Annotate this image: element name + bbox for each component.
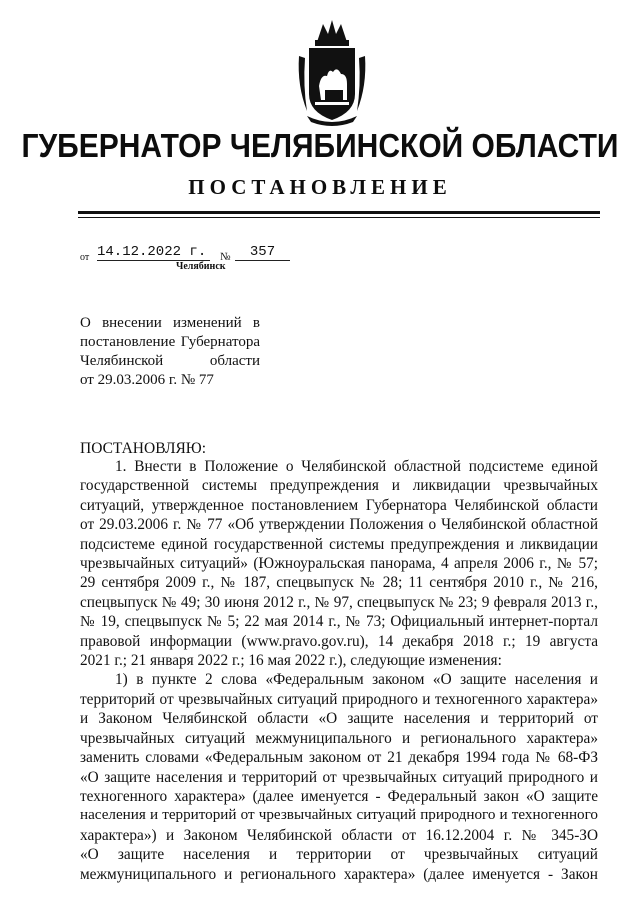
- decree-number: 357: [235, 244, 290, 261]
- body-line: межмуниципального и регионального характера» (далее именуется - Закон: [80, 865, 598, 883]
- header-rule-thin: [78, 217, 600, 218]
- decree-date: 14.12.2022 г.: [97, 244, 210, 261]
- subject-word: Челябинской: [80, 353, 164, 369]
- number-sign: №: [220, 251, 231, 263]
- decree-city: Челябинск: [176, 261, 226, 272]
- subject-line: [80, 333, 260, 352]
- body-line: 2021 г.; 21 января 2022 г.; 16 мая 2022 г.), следующие изменения:: [80, 652, 502, 670]
- body-line: «О защите населения и территорий от чрезвычайных ситуаций природного и: [80, 768, 598, 786]
- body-line: чрезвычайных ситуаций межмуниципального и регионального характера»: [80, 729, 598, 747]
- body-line: характера») и Законом Челябинской области от 16.12.2004 г. № 345-ЗО: [80, 826, 598, 844]
- decree-body: [80, 457, 598, 884]
- header-rule-thick: [78, 211, 600, 214]
- body-line: ситуаций, утвержденное постановлением Губернатора Челябинской области: [80, 496, 598, 514]
- subject-word: Губернатора: [180, 334, 260, 350]
- subject-line: [80, 371, 260, 390]
- body-line: «О защите населения и территории от чрезвычайных ситуаций: [80, 846, 598, 864]
- date-prefix: от: [80, 252, 90, 263]
- body-line: заменить словами «Федеральным законом от 21 декабря 1994 года № 68-ФЗ: [80, 749, 598, 767]
- body-line: государственной системы предупреждения и ликвидации чрезвычайных: [80, 477, 598, 495]
- body-line: техногенного характера» (далее именуется - Федеральный закон «О защите: [80, 787, 598, 805]
- subject-line: [80, 314, 260, 333]
- subject-word: внесении: [102, 315, 162, 331]
- body-line: 1. Внести в Положение о Челябинской областной подсистеме единой: [115, 458, 598, 475]
- body-line: от 29.03.2006 г. № 77 «Об утверждении Положения о Челябинской областной: [80, 516, 598, 534]
- subject-word: от 29.03.2006 г. № 77: [80, 372, 214, 388]
- body-line: правовой информации (www.pravo.gov.ru), 14 декабря 2018 г.; 19 августа: [80, 632, 598, 650]
- body-line: 29 сентября 2009 г., № 187, спецвыпуск № 28; 11 сентября 2010 г., № 216,: [80, 574, 598, 592]
- resolve-heading: ПОСТАНОВЛЯЮ:: [80, 440, 207, 457]
- subject-word: изменений: [173, 315, 242, 331]
- subject-word: О: [80, 315, 91, 331]
- subject-word: постановление: [80, 334, 176, 350]
- document-type: ПОСТАНОВЛЕНИЕ: [188, 175, 452, 199]
- body-line: подсистеме единой государственной системы предупреждения и ликвидации: [80, 535, 598, 553]
- body-line: территорий от чрезвычайных ситуаций природного и техногенного характера»: [80, 690, 598, 708]
- body-line: чрезвычайных ситуаций» (Южноуральская панорама, 4 апреля 2006 г., № 57;: [80, 555, 598, 573]
- authority-title: ГУБЕРНАТОР ЧЕЛЯБИНСКОЙ ОБЛАСТИ: [21, 127, 619, 165]
- coat-of-arms-icon: [293, 16, 371, 128]
- body-line: спецвыпуск № 49; 30 июня 2012 г., № 97, спецвыпуск № 23; 9 февраля 2013 г.,: [80, 593, 598, 611]
- decree-subject: [80, 314, 260, 390]
- subject-word: области: [209, 353, 260, 369]
- body-line: 1) в пункте 2 слова «Федеральным законом «О защите населения и: [115, 671, 598, 689]
- body-line: населения и территорий от чрезвычайных ситуаций природного и техногенного: [80, 807, 598, 824]
- body-line: и Законом Челябинской области «О защите населения и территорий от: [80, 710, 598, 728]
- subject-word: в: [252, 315, 260, 331]
- body-line: № 19, спецвыпуск № 5; 22 мая 2014 г., № 73; Официальный интернет-портал: [80, 613, 598, 631]
- subject-line: [80, 352, 260, 371]
